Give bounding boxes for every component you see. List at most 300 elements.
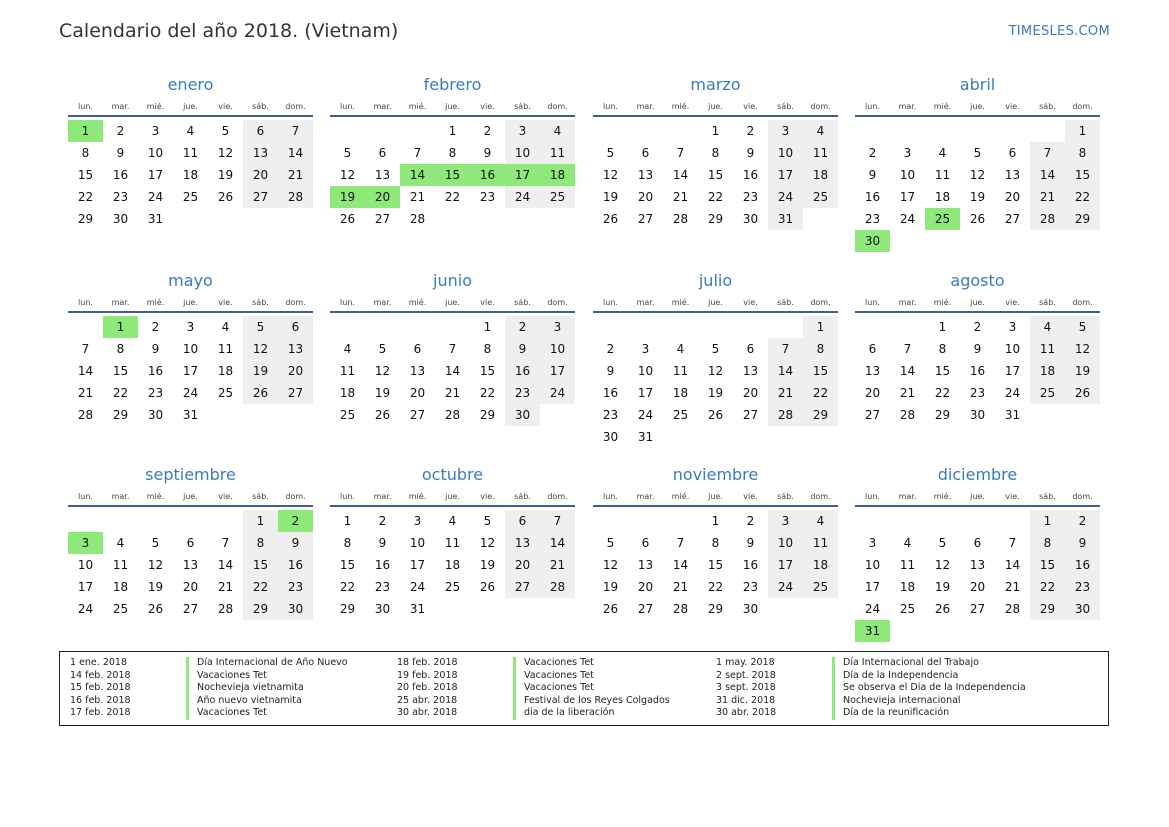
weekday-label: mar.: [636, 101, 655, 111]
day-cell: 28: [217, 602, 234, 616]
day-grid: [855, 316, 1100, 426]
day-cell: 12: [147, 558, 164, 572]
day-cell: 15: [339, 558, 356, 572]
day-cell: 8: [81, 146, 90, 160]
day-cell: 15: [1030, 554, 1065, 576]
weekday-label: vie.: [1005, 101, 1020, 111]
day-grid: [330, 120, 575, 230]
holiday-day-cell: 30: [855, 230, 890, 252]
weekday-label: vie.: [218, 491, 233, 501]
day-cell: 26: [1065, 382, 1100, 404]
day-cell: 11: [803, 142, 838, 164]
day-cell: 28: [77, 408, 94, 422]
day-cell: 29: [707, 602, 724, 616]
day-cell: 10: [899, 168, 916, 182]
month-septiembre: [68, 463, 313, 620]
day-cell: 22: [707, 580, 724, 594]
day-cell: 28: [672, 212, 689, 226]
brand-link[interactable]: TIMESLES.COM: [1008, 24, 1110, 39]
day-cell: 5: [343, 146, 352, 160]
empty-cell: [400, 120, 435, 142]
weekday-label: mar.: [111, 297, 130, 307]
weekday-label: dom.: [1072, 101, 1093, 111]
day-cell: 17: [147, 168, 164, 182]
day-cell: 14: [540, 532, 575, 554]
weekday-label: jue.: [970, 101, 985, 111]
weekday-label: mar.: [898, 297, 917, 307]
day-cell: 10: [182, 342, 199, 356]
day-cell: 13: [1004, 168, 1021, 182]
day-cell: 1: [711, 514, 720, 528]
day-cell: 18: [217, 364, 234, 378]
day-cell: 20: [742, 386, 759, 400]
day-cell: 1: [1065, 120, 1100, 142]
holiday-name: Se observa el Día de la Independencia: [832, 682, 1026, 695]
weekday-label: lun.: [340, 297, 355, 307]
day-cell: 24: [768, 186, 803, 208]
day-grid: [855, 120, 1100, 252]
day-cell: 28: [540, 576, 575, 598]
day-cell: 21: [1030, 186, 1065, 208]
day-cell: 17: [77, 580, 94, 594]
holiday-date: 2 sept. 2018: [716, 669, 776, 681]
day-cell: 26: [602, 212, 619, 226]
day-cell: 12: [217, 146, 234, 160]
holiday-day-cell: 17: [505, 164, 540, 186]
empty-cell: [663, 316, 698, 338]
day-cell: 25: [803, 186, 838, 208]
day-grid: [330, 510, 575, 620]
header-divider: [593, 311, 838, 313]
day-cell: 30: [1065, 598, 1100, 620]
month-name: agosto: [950, 271, 1005, 290]
weekday-label: mié.: [408, 297, 427, 307]
weekday-label: jue.: [445, 491, 460, 501]
day-cell: 13: [637, 558, 654, 572]
day-cell: 24: [864, 602, 881, 616]
weekday-label: dom.: [285, 101, 306, 111]
day-cell: 19: [707, 386, 724, 400]
holiday-name: Día de la reunificación: [832, 707, 949, 720]
day-cell: 25: [803, 576, 838, 598]
empty-cell: [593, 316, 628, 338]
day-cell: 22: [243, 576, 278, 598]
weekday-label: lun.: [865, 101, 880, 111]
weekday-header: [855, 97, 1100, 115]
weekday-header: [68, 487, 313, 505]
weekday-label: mié.: [408, 491, 427, 501]
weekday-label: vie.: [480, 297, 495, 307]
empty-cell: [365, 120, 400, 142]
day-cell: 25: [339, 408, 356, 422]
day-cell: 20: [505, 554, 540, 576]
weekday-label: vie.: [743, 491, 758, 501]
day-cell: 21: [409, 190, 426, 204]
day-cell: 11: [217, 342, 234, 356]
day-cell: 14: [768, 360, 803, 382]
day-cell: 25: [1030, 382, 1065, 404]
month-diciembre: [855, 463, 1100, 642]
weekday-label: vie.: [743, 101, 758, 111]
day-cell: 16: [112, 168, 129, 182]
day-cell: 3: [413, 514, 422, 528]
day-cell: 2: [746, 514, 755, 528]
day-cell: 19: [969, 190, 986, 204]
holiday-name: Día de la Independencia: [832, 670, 958, 683]
day-cell: 7: [448, 342, 457, 356]
weekday-label: jue.: [183, 297, 198, 307]
legend-row: [397, 670, 670, 683]
day-cell: 14: [672, 558, 689, 572]
legend-row: [70, 707, 348, 720]
day-cell: 9: [868, 168, 877, 182]
day-cell: 20: [637, 580, 654, 594]
day-cell: 7: [540, 510, 575, 532]
day-cell: 23: [969, 386, 986, 400]
day-cell: 4: [938, 146, 947, 160]
day-cell: 6: [378, 146, 387, 160]
day-cell: 21: [899, 386, 916, 400]
day-cell: 16: [505, 360, 540, 382]
day-cell: 5: [483, 514, 492, 528]
day-cell: 23: [1065, 576, 1100, 598]
day-cell: 26: [339, 212, 356, 226]
month-enero: [68, 73, 313, 230]
day-cell: 17: [864, 580, 881, 594]
holiday-name: Vacaciones Tet: [513, 657, 594, 670]
day-cell: 6: [278, 316, 313, 338]
day-cell: 14: [1030, 164, 1065, 186]
weekday-label: mié.: [146, 101, 165, 111]
weekday-label: jue.: [445, 297, 460, 307]
weekday-header: [855, 487, 1100, 505]
day-cell: 10: [637, 364, 654, 378]
weekday-label: lun.: [603, 491, 618, 501]
empty-cell: [733, 316, 768, 338]
day-cell: 24: [182, 386, 199, 400]
day-cell: 5: [606, 536, 615, 550]
day-cell: 20: [182, 580, 199, 594]
header-divider: [593, 115, 838, 117]
day-cell: 24: [768, 576, 803, 598]
day-cell: 30: [602, 430, 619, 444]
month-name: mayo: [168, 271, 213, 290]
holiday-date: 19 feb. 2018: [397, 669, 458, 681]
day-cell: 30: [742, 602, 759, 616]
day-cell: 9: [278, 532, 313, 554]
month-name: diciembre: [937, 465, 1018, 484]
holiday-day-cell: 19: [330, 186, 365, 208]
month-name: enero: [167, 75, 214, 94]
day-cell: 12: [969, 168, 986, 182]
day-cell: 27: [1004, 212, 1021, 226]
day-grid: [68, 316, 313, 426]
day-cell: 9: [973, 342, 982, 356]
empty-cell: [663, 510, 698, 532]
day-cell: 22: [112, 386, 129, 400]
day-cell: 23: [742, 190, 759, 204]
month-name: octubre: [421, 465, 484, 484]
day-cell: 21: [540, 554, 575, 576]
day-cell: 25: [899, 602, 916, 616]
day-cell: 3: [186, 320, 195, 334]
day-cell: 26: [707, 408, 724, 422]
holiday-name: Nochevieja internacional: [832, 695, 961, 708]
day-cell: 15: [479, 364, 496, 378]
weekday-label: jue.: [183, 491, 198, 501]
day-cell: 4: [1030, 316, 1065, 338]
month-name: julio: [698, 271, 733, 290]
legend-row: [70, 670, 348, 683]
weekday-label: vie.: [218, 297, 233, 307]
holiday-day-cell: 1: [103, 316, 138, 338]
legend-row: [716, 695, 1026, 708]
day-cell: 11: [182, 146, 199, 160]
day-cell: 1: [1030, 510, 1065, 532]
day-grid: [68, 510, 313, 620]
header-divider: [855, 115, 1100, 117]
day-cell: 7: [676, 536, 685, 550]
day-cell: 24: [77, 602, 94, 616]
day-cell: 1: [803, 316, 838, 338]
day-cell: 24: [147, 190, 164, 204]
day-cell: 19: [217, 168, 234, 182]
empty-cell: [593, 510, 628, 532]
legend-row: [397, 657, 670, 670]
day-cell: 17: [899, 190, 916, 204]
holiday-name: Día Internacional del Trabajo: [832, 657, 979, 670]
holiday-name: Vacaciones Tet: [186, 707, 267, 720]
day-cell: 5: [973, 146, 982, 160]
day-cell: 16: [374, 558, 391, 572]
holiday-day-cell: 18: [540, 164, 575, 186]
legend-row: [716, 707, 1026, 720]
weekday-label: mar.: [111, 491, 130, 501]
day-cell: 27: [637, 212, 654, 226]
day-cell: 26: [374, 408, 391, 422]
day-cell: 18: [934, 190, 951, 204]
holiday-day-cell: 16: [470, 164, 505, 186]
day-cell: 22: [1065, 186, 1100, 208]
day-cell: 21: [77, 386, 94, 400]
weekday-label: dom.: [547, 101, 568, 111]
weekday-label: vie.: [218, 101, 233, 111]
empty-cell: [663, 120, 698, 142]
day-cell: 6: [746, 342, 755, 356]
weekday-label: mar.: [373, 101, 392, 111]
empty-cell: [890, 316, 925, 338]
day-cell: 1: [711, 124, 720, 138]
weekday-label: lun.: [78, 297, 93, 307]
day-cell: 10: [768, 142, 803, 164]
day-cell: 13: [409, 364, 426, 378]
day-cell: 15: [707, 558, 724, 572]
day-cell: 31: [637, 430, 654, 444]
day-cell: 15: [707, 168, 724, 182]
day-grid: [593, 316, 838, 448]
day-cell: 8: [448, 146, 457, 160]
day-cell: 22: [444, 190, 461, 204]
weekday-header: [330, 293, 575, 311]
day-cell: 3: [868, 536, 877, 550]
day-cell: 12: [602, 168, 619, 182]
legend-column: [70, 657, 348, 720]
day-cell: 14: [77, 364, 94, 378]
day-cell: 30: [278, 598, 313, 620]
day-cell: 29: [1065, 208, 1100, 230]
day-cell: 29: [1030, 598, 1065, 620]
weekday-label: mar.: [898, 101, 917, 111]
day-cell: 25: [112, 602, 129, 616]
month-name: abril: [959, 75, 996, 94]
day-cell: 16: [602, 386, 619, 400]
day-cell: 4: [676, 342, 685, 356]
day-cell: 18: [899, 580, 916, 594]
empty-cell: [435, 316, 470, 338]
empty-cell: [628, 510, 663, 532]
day-cell: 26: [934, 602, 951, 616]
header-divider: [68, 311, 313, 313]
day-cell: 14: [217, 558, 234, 572]
day-cell: 10: [409, 536, 426, 550]
day-cell: 9: [1065, 532, 1100, 554]
day-cell: 8: [1065, 142, 1100, 164]
weekday-label: jue.: [445, 101, 460, 111]
weekday-label: sáb.: [777, 101, 794, 111]
holiday-name: Vacaciones Tet: [513, 670, 594, 683]
weekday-label: dom.: [810, 101, 831, 111]
weekday-header: [593, 487, 838, 505]
holiday-date: 15 feb. 2018: [70, 682, 131, 693]
weekday-label: mié.: [146, 491, 165, 501]
day-cell: 12: [243, 338, 278, 360]
day-cell: 23: [278, 576, 313, 598]
day-cell: 28: [899, 408, 916, 422]
day-cell: 7: [1008, 536, 1017, 550]
day-cell: 19: [147, 580, 164, 594]
day-cell: 4: [803, 510, 838, 532]
day-cell: 6: [973, 536, 982, 550]
day-cell: 3: [151, 124, 160, 138]
holiday-day-cell: 31: [855, 620, 890, 642]
empty-cell: [628, 316, 663, 338]
day-cell: 13: [243, 142, 278, 164]
day-cell: 10: [147, 146, 164, 160]
weekday-label: dom.: [1072, 491, 1093, 501]
day-cell: 20: [637, 190, 654, 204]
day-cell: 6: [505, 510, 540, 532]
holiday-day-cell: 3: [68, 532, 103, 554]
day-cell: 10: [864, 558, 881, 572]
holiday-legend: [59, 651, 1109, 726]
day-cell: 1: [343, 514, 352, 528]
holiday-date: 17 feb. 2018: [70, 707, 131, 718]
day-cell: 3: [768, 510, 803, 532]
day-cell: 26: [479, 580, 496, 594]
day-cell: 19: [479, 558, 496, 572]
day-cell: 6: [641, 536, 650, 550]
empty-cell: [698, 316, 733, 338]
weekday-label: jue.: [708, 491, 723, 501]
day-cell: 29: [803, 404, 838, 426]
day-cell: 5: [938, 536, 947, 550]
day-cell: 18: [444, 558, 461, 572]
day-cell: 18: [182, 168, 199, 182]
day-cell: 9: [151, 342, 160, 356]
day-cell: 15: [243, 554, 278, 576]
day-cell: 2: [868, 146, 877, 160]
weekday-label: lun.: [603, 101, 618, 111]
day-cell: 4: [903, 536, 912, 550]
day-cell: 12: [479, 536, 496, 550]
legend-row: [70, 657, 348, 670]
month-febrero: [330, 73, 575, 230]
day-cell: 26: [969, 212, 986, 226]
month-name: septiembre: [145, 465, 236, 484]
day-cell: 27: [742, 408, 759, 422]
day-cell: 15: [77, 168, 94, 182]
day-cell: 23: [479, 190, 496, 204]
day-cell: 2: [606, 342, 615, 356]
day-cell: 3: [768, 120, 803, 142]
weekday-label: mié.: [933, 491, 952, 501]
day-cell: 9: [483, 146, 492, 160]
day-cell: 9: [116, 146, 125, 160]
legend-row: [716, 682, 1026, 695]
day-cell: 31: [1004, 408, 1021, 422]
weekday-label: lun.: [340, 491, 355, 501]
day-cell: 31: [182, 408, 199, 422]
day-cell: 27: [374, 212, 391, 226]
day-cell: 28: [768, 404, 803, 426]
day-cell: 19: [243, 360, 278, 382]
header-divider: [68, 505, 313, 507]
day-cell: 28: [278, 186, 313, 208]
month-name: marzo: [690, 75, 741, 94]
day-cell: 5: [378, 342, 387, 356]
day-cell: 21: [278, 164, 313, 186]
day-cell: 22: [934, 386, 951, 400]
day-cell: 1: [483, 320, 492, 334]
empty-cell: [628, 120, 663, 142]
header-divider: [330, 115, 575, 117]
day-cell: 11: [112, 558, 129, 572]
day-cell: 15: [803, 360, 838, 382]
day-cell: 7: [1030, 142, 1065, 164]
empty-cell: [855, 316, 890, 338]
day-cell: 30: [147, 408, 164, 422]
day-cell: 29: [77, 212, 94, 226]
empty-cell: [890, 120, 925, 142]
empty-cell: [890, 510, 925, 532]
empty-cell: [400, 316, 435, 338]
day-cell: 29: [243, 598, 278, 620]
month-noviembre: [593, 463, 838, 620]
day-cell: 22: [479, 386, 496, 400]
day-cell: 12: [934, 558, 951, 572]
month-agosto: [855, 269, 1100, 426]
day-cell: 7: [903, 342, 912, 356]
holiday-date: 3 sept. 2018: [716, 682, 776, 693]
day-cell: 31: [147, 212, 164, 226]
day-cell: 23: [864, 212, 881, 226]
day-cell: 30: [742, 212, 759, 226]
day-cell: 19: [602, 190, 619, 204]
day-cell: 13: [182, 558, 199, 572]
day-cell: 13: [278, 338, 313, 360]
holiday-date: 25 abr. 2018: [397, 694, 458, 706]
holiday-date: 30 abr. 2018: [716, 707, 777, 718]
